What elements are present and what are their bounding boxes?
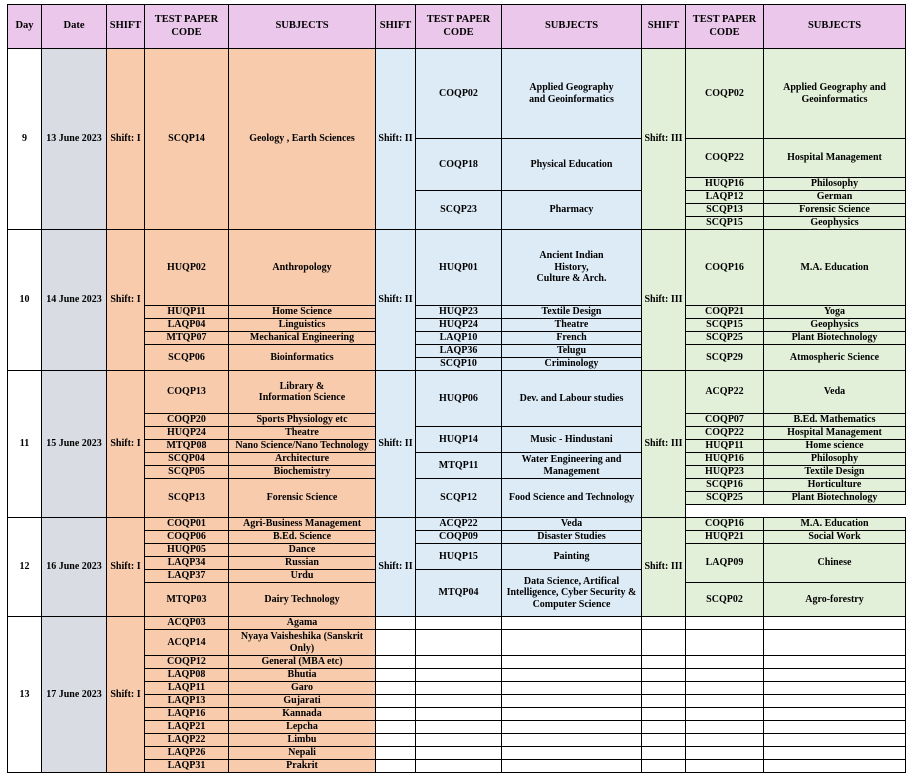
subject-name: Data Science, Artifical Intelligence, Cyber Security & Computer Science: [502, 570, 642, 617]
shift-label: Shift: III: [642, 49, 686, 230]
paper-code: HUQP11: [686, 440, 764, 453]
shift-label: Shift: I: [107, 371, 145, 518]
paper-code: [416, 734, 502, 747]
subject-name: [764, 630, 906, 656]
paper-code: [416, 695, 502, 708]
paper-code: [686, 630, 764, 656]
subject-name: Forensic Science: [229, 479, 376, 518]
shift-label: Shift: III: [642, 371, 686, 518]
subject-name: Geology , Earth Sciences: [229, 49, 376, 230]
table-row: [8, 371, 906, 401]
paper-code: [416, 747, 502, 760]
shift-label: [642, 695, 686, 708]
subject-name: Disaster Studies: [502, 531, 642, 544]
subject-name: Plant Biotechnology: [764, 492, 906, 505]
header-day: Day: [8, 5, 42, 49]
shift-label: [642, 630, 686, 656]
subject-name: Veda: [764, 371, 906, 414]
paper-code: COQP01: [145, 518, 229, 531]
table-row: [8, 230, 906, 267]
paper-code: LAQP21: [145, 721, 229, 734]
subject-name: Gujarati: [229, 695, 376, 708]
subject-name: [502, 734, 642, 747]
subject-name: Painting: [502, 544, 642, 570]
paper-code: COQP06: [145, 531, 229, 544]
subject-name: M.A. Education: [764, 230, 906, 306]
subject-name: Veda: [502, 518, 642, 531]
paper-code: COQP22: [686, 427, 764, 440]
paper-code: HUQP23: [416, 306, 502, 319]
paper-code: COQP20: [145, 414, 229, 427]
subject-name: Prakrit: [229, 760, 376, 773]
subject-name: Garo: [229, 682, 376, 695]
subject-name: [764, 617, 906, 630]
header-subjects: SUBJECTS: [502, 5, 642, 49]
shift-label: [376, 721, 416, 734]
header-row: [8, 5, 906, 49]
paper-code: COQP02: [416, 49, 502, 139]
paper-code: HUQP16: [686, 453, 764, 466]
subject-name: Architecture: [229, 453, 376, 466]
paper-code: COQP16: [686, 518, 764, 531]
subject-name: M.A. Education: [764, 518, 906, 531]
date-cell: 13 June 2023: [42, 49, 107, 230]
subject-name: Atmospheric Science: [764, 345, 906, 371]
subject-name: [764, 656, 906, 669]
paper-code: LAQP16: [145, 708, 229, 721]
paper-code: LAQP13: [145, 695, 229, 708]
subject-name: [502, 630, 642, 656]
paper-code: MTQP07: [145, 332, 229, 345]
paper-code: SCQP15: [686, 217, 764, 230]
paper-code: [686, 721, 764, 734]
date-cell: 14 June 2023: [42, 230, 107, 371]
paper-code: ACQP22: [686, 371, 764, 414]
paper-code: LAQP37: [145, 570, 229, 583]
shift-label: Shift: I: [107, 518, 145, 617]
day-cell: 13: [8, 617, 42, 773]
header-shift: SHIFT: [642, 5, 686, 49]
paper-code: LAQP10: [416, 332, 502, 345]
paper-code: HUQP01: [416, 230, 502, 306]
header-test-paper-code: TEST PAPER CODE: [686, 5, 764, 49]
subject-name: Anthropology: [229, 230, 376, 306]
paper-code: SCQP04: [145, 453, 229, 466]
paper-code: HUQP14: [416, 427, 502, 453]
subject-name: Dance: [229, 544, 376, 557]
subject-name: [502, 656, 642, 669]
header-shift: SHIFT: [376, 5, 416, 49]
paper-code: [686, 734, 764, 747]
header-test-paper-code: TEST PAPER CODE: [416, 5, 502, 49]
exam-schedule-table: [7, 4, 906, 773]
subject-name: Geophysics: [764, 217, 906, 230]
paper-code: HUQP21: [686, 531, 764, 544]
paper-code: HUQP05: [145, 544, 229, 557]
shift-label: [376, 669, 416, 682]
paper-code: [416, 617, 502, 630]
subject-name: Agri-Business Management: [229, 518, 376, 531]
paper-code: LAQP04: [145, 319, 229, 332]
subject-name: Music - Hindustani: [502, 427, 642, 453]
header-shift: SHIFT: [107, 5, 145, 49]
date-cell: 16 June 2023: [42, 518, 107, 617]
subject-name: [764, 760, 906, 773]
day-cell: 12: [8, 518, 42, 617]
day-cell: 10: [8, 230, 42, 371]
subject-name: Plant Biotechnology: [764, 332, 906, 345]
subject-name: B.Ed. Science: [229, 531, 376, 544]
shift-label: [376, 734, 416, 747]
paper-code: ACQP22: [416, 518, 502, 531]
shift-label: [642, 708, 686, 721]
paper-code: SCQP25: [686, 332, 764, 345]
paper-code: COQP16: [686, 230, 764, 306]
subject-name: Theatre: [502, 319, 642, 332]
subject-name: Geophysics: [764, 319, 906, 332]
shift-label: Shift: II: [376, 230, 416, 371]
header-subjects: SUBJECTS: [764, 5, 906, 49]
shift-label: [642, 669, 686, 682]
subject-name: Horticulture: [764, 479, 906, 492]
subject-name: Physical Education: [502, 139, 642, 191]
shift-label: Shift: I: [107, 617, 145, 773]
subject-name: [502, 617, 642, 630]
paper-code: [416, 708, 502, 721]
subject-name: Yoga: [764, 306, 906, 319]
paper-code: HUQP23: [686, 466, 764, 479]
subject-name: German: [764, 191, 906, 204]
date-cell: 17 June 2023: [42, 617, 107, 773]
paper-code: COQP22: [686, 139, 764, 178]
paper-code: [416, 721, 502, 734]
subject-name: Mechanical Engineering: [229, 332, 376, 345]
shift-label: Shift: III: [642, 518, 686, 617]
subject-name: [502, 760, 642, 773]
table-row: [8, 49, 906, 101]
paper-code: [686, 669, 764, 682]
subject-name: Water Engineering and Management: [502, 453, 642, 479]
shift-label: [642, 682, 686, 695]
subject-name: Bioinformatics: [229, 345, 376, 371]
subject-name: Ancient Indian History, Culture & Arch.: [502, 230, 642, 306]
paper-code: COQP02: [686, 49, 764, 139]
shift-label: [642, 721, 686, 734]
subject-name: Telugu: [502, 345, 642, 358]
subject-name: Food Science and Technology: [502, 479, 642, 518]
subject-name: Applied Geography and Geoinformatics: [502, 49, 642, 139]
paper-code: SCQP02: [686, 583, 764, 617]
paper-code: SCQP10: [416, 358, 502, 371]
paper-code: LAQP09: [686, 544, 764, 583]
paper-code: COQP18: [416, 139, 502, 191]
subject-name: [502, 747, 642, 760]
subject-name: Linguistics: [229, 319, 376, 332]
paper-code: LAQP11: [145, 682, 229, 695]
paper-code: COQP13: [145, 371, 229, 414]
subject-name: Agro-forestry: [764, 583, 906, 617]
subject-name: Home science: [764, 440, 906, 453]
shift-label: [376, 747, 416, 760]
subject-name: Textile Design: [764, 466, 906, 479]
subject-name: [502, 669, 642, 682]
paper-code: COQP12: [145, 656, 229, 669]
paper-code: HUQP24: [416, 319, 502, 332]
subject-name: Textile Design: [502, 306, 642, 319]
paper-code: HUQP02: [145, 230, 229, 306]
paper-code: COQP21: [686, 306, 764, 319]
subject-name: [502, 695, 642, 708]
subject-name: French: [502, 332, 642, 345]
subject-name: Criminology: [502, 358, 642, 371]
paper-code: LAQP12: [686, 191, 764, 204]
shift-label: [376, 760, 416, 773]
subject-name: B.Ed. Mathematics: [764, 414, 906, 427]
paper-code: SCQP12: [416, 479, 502, 518]
subject-name: Home Science: [229, 306, 376, 319]
paper-code: [686, 617, 764, 630]
paper-code: MTQP11: [416, 453, 502, 479]
subject-name: Philosophy: [764, 178, 906, 191]
subject-name: Nyaya Vaisheshika (Sanskrit Only): [229, 630, 376, 656]
paper-code: HUQP11: [145, 306, 229, 319]
shift-label: [376, 630, 416, 656]
paper-code: HUQP16: [686, 178, 764, 191]
paper-code: [416, 630, 502, 656]
paper-code: HUQP24: [145, 427, 229, 440]
paper-code: HUQP15: [416, 544, 502, 570]
paper-code: LAQP26: [145, 747, 229, 760]
paper-code: [686, 760, 764, 773]
paper-code: [686, 682, 764, 695]
paper-code: LAQP31: [145, 760, 229, 773]
subject-name: Library & Information Science: [229, 371, 376, 414]
shift-label: [642, 617, 686, 630]
schedule-body: [8, 49, 906, 773]
subject-name: Hospital Management: [764, 427, 906, 440]
paper-code: [686, 708, 764, 721]
day-cell: 9: [8, 49, 42, 230]
paper-code: [686, 747, 764, 760]
shift-label: [642, 734, 686, 747]
shift-label: Shift: II: [376, 518, 416, 617]
subject-name: [502, 708, 642, 721]
paper-code: LAQP08: [145, 669, 229, 682]
subject-name: Biochemistry: [229, 466, 376, 479]
subject-name: [764, 695, 906, 708]
subject-name: Theatre: [229, 427, 376, 440]
day-cell: 11: [8, 371, 42, 518]
shift-label: [642, 760, 686, 773]
paper-code: ACQP14: [145, 630, 229, 656]
subject-name: Bhutia: [229, 669, 376, 682]
paper-code: SCQP23: [416, 191, 502, 230]
subject-name: [502, 721, 642, 734]
subject-name: Applied Geography and Geoinformatics: [764, 49, 906, 139]
subject-name: Forensic Science: [764, 204, 906, 217]
shift-label: Shift: II: [376, 371, 416, 518]
shift-label: [642, 747, 686, 760]
paper-code: [416, 682, 502, 695]
shift-label: [376, 708, 416, 721]
subject-name: [764, 747, 906, 760]
subject-name: Urdu: [229, 570, 376, 583]
shift-label: Shift: I: [107, 49, 145, 230]
shift-label: Shift: I: [107, 230, 145, 371]
subject-name: [764, 682, 906, 695]
paper-code: SCQP13: [145, 479, 229, 518]
subject-name: Pharmacy: [502, 191, 642, 230]
subject-name: Limbu: [229, 734, 376, 747]
subject-name: [502, 682, 642, 695]
paper-code: SCQP13: [686, 204, 764, 217]
paper-code: MTQP04: [416, 570, 502, 617]
paper-code: SCQP25: [686, 492, 764, 505]
table-row: [8, 518, 906, 531]
paper-code: SCQP14: [145, 49, 229, 230]
paper-code: [686, 656, 764, 669]
paper-code: [416, 760, 502, 773]
shift-label: [376, 656, 416, 669]
paper-code: SCQP06: [145, 345, 229, 371]
shift-label: Shift: II: [376, 49, 416, 230]
subject-name: Philosophy: [764, 453, 906, 466]
subject-name: [764, 721, 906, 734]
shift-label: [376, 617, 416, 630]
shift-label: [376, 682, 416, 695]
paper-code: SCQP16: [686, 479, 764, 492]
subject-name: Dev. and Labour studies: [502, 371, 642, 427]
paper-code: [686, 695, 764, 708]
paper-code: SCQP05: [145, 466, 229, 479]
paper-code: COQP07: [686, 414, 764, 427]
subject-name: [764, 734, 906, 747]
paper-code: COQP09: [416, 531, 502, 544]
subject-name: Hospital Management: [764, 139, 906, 178]
subject-name: [764, 708, 906, 721]
subject-name: General (MBA etc): [229, 656, 376, 669]
shift-label: [642, 656, 686, 669]
paper-code: LAQP34: [145, 557, 229, 570]
paper-code: HUQP06: [416, 371, 502, 427]
shift-label: Shift: III: [642, 230, 686, 371]
subject-name: Lepcha: [229, 721, 376, 734]
date-cell: 15 June 2023: [42, 371, 107, 518]
paper-code: [416, 656, 502, 669]
paper-code: SCQP15: [686, 319, 764, 332]
subject-name: Kannada: [229, 708, 376, 721]
header-subjects: SUBJECTS: [229, 5, 376, 49]
paper-code: MTQP03: [145, 583, 229, 617]
subject-name: Sports Physiology etc: [229, 414, 376, 427]
paper-code: SCQP29: [686, 345, 764, 371]
subject-name: Dairy Technology: [229, 583, 376, 617]
paper-code: [416, 669, 502, 682]
subject-name: Social Work: [764, 531, 906, 544]
paper-code: MTQP08: [145, 440, 229, 453]
subject-name: Nano Science/Nano Technology: [229, 440, 376, 453]
subject-name: [764, 669, 906, 682]
table-row: [8, 617, 906, 630]
paper-code: LAQP22: [145, 734, 229, 747]
header-test-paper-code: TEST PAPER CODE: [145, 5, 229, 49]
subject-name: Russian: [229, 557, 376, 570]
paper-code: ACQP03: [145, 617, 229, 630]
subject-name: Nepali: [229, 747, 376, 760]
subject-name: Chinese: [764, 544, 906, 583]
subject-name: Agama: [229, 617, 376, 630]
shift-label: [376, 695, 416, 708]
paper-code: LAQP36: [416, 345, 502, 358]
header-date: Date: [42, 5, 107, 49]
